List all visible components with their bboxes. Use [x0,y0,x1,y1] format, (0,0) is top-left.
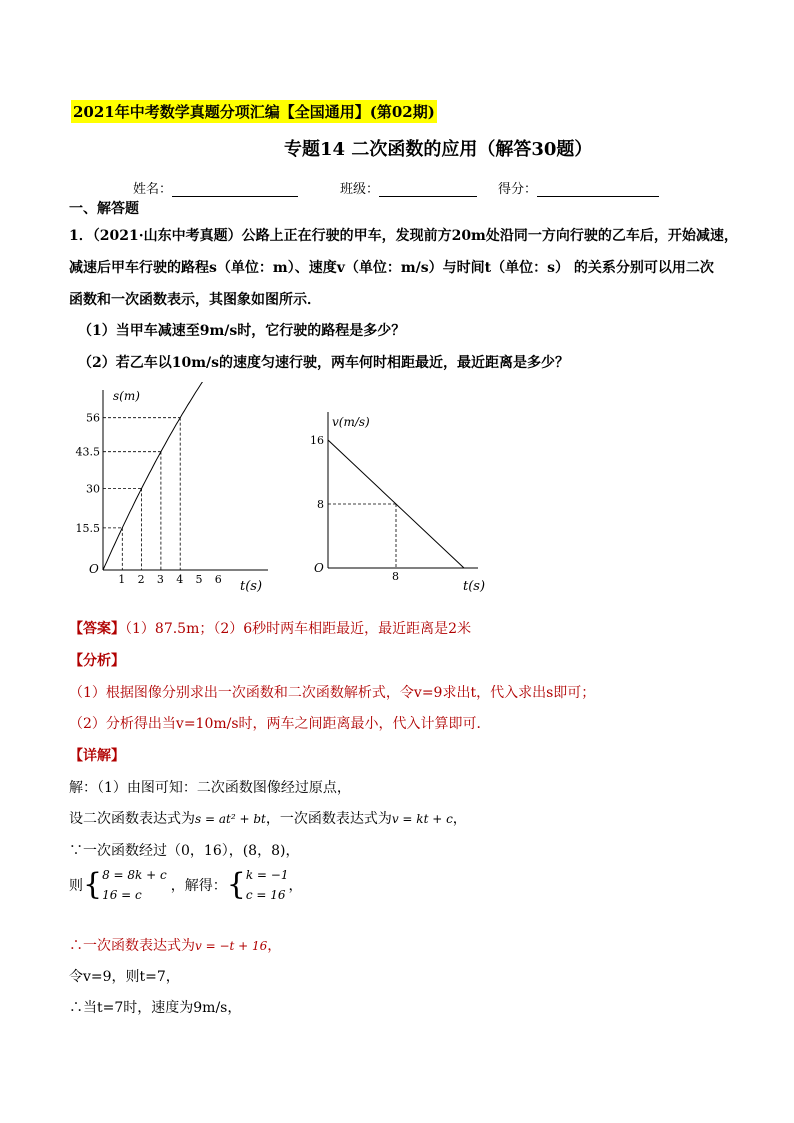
class-field [340,178,477,197]
detail-text: ， [267,938,282,954]
x-tick-label: 3 [156,573,164,586]
question-line-1: 1．（2021·山东中考真题）公路上正在行驶的甲车，发现前方20m处沿同一方向行驶的乙车后，开始减速， [69,228,738,244]
answer-tag: 【答案】 [69,621,125,637]
score-blank [537,182,659,197]
velocity-time-graph [298,400,498,597]
x-axis-label: t(s) [240,579,263,594]
section-heading: 一、解答题 [69,201,139,217]
question-part-1: （1）当甲车减速至9m/s时，它行驶的路程是多少？ [78,323,406,339]
page-title: 专题14 二次函数的应用（解答30题） [284,139,593,160]
x-tick-label: 6 [214,573,222,586]
origin-label: O [314,561,324,575]
answer-line [69,618,471,638]
detail-text: ， [452,811,467,827]
y-axis-label: s(m) [113,389,140,403]
equation-system [102,868,167,902]
name-blank [172,182,298,197]
detail-line-5 [69,935,281,955]
y-tick-label: 56 [86,411,100,425]
y-tick-label: 8 [317,498,324,511]
y-tick-label: 15.5 [75,521,100,535]
equation-2: 16 = c [102,888,142,902]
detail-line-2 [69,808,467,828]
brace-icon: { [226,867,246,902]
distance-time-graph [68,382,283,597]
detail-line-7: ∴当t=7时，速度为9m/s， [69,1000,242,1016]
analysis-line-2: （2）分析得出当v=10m/s时，两车之间距离最小，代入计算即可． [69,716,491,732]
y-tick-label: 43.5 [75,445,100,459]
detail-line-4 [69,868,302,902]
detail-text: 则 [69,878,83,894]
detail-line-1: 解：（1）由图可知：二次函数图像经过原点， [69,780,351,796]
question-line-2: 减速后甲车行驶的路程s（单位：m）、速度v（单位：m/s）与时间t（单位：s） 的关系分别可以用二次 [69,260,714,276]
name-label: 姓名： [133,182,173,197]
x-tick-label: 8 [392,570,399,583]
x-tick-label: 5 [195,573,203,586]
detail-text: ， [288,878,303,894]
question-part-2: （2）若乙车以10m/s的速度匀速行驶，两车何时相距最近，最近距离是多少？ [78,355,570,371]
x-tick-label: 1 [118,573,126,586]
class-blank [379,182,477,197]
class-label: 班级： [340,182,380,197]
score-field [498,178,659,197]
x-axis-label: t(s) [463,579,486,594]
question-line-3: 函数和一次函数表示，其图象如图所示． [69,292,321,308]
equation-system-row [69,868,302,902]
solution-1: k = −1 [245,868,289,882]
linear-result-formula: v = −t + 16 [195,939,268,953]
detail-text: 设二次函数表达式为 [69,811,195,827]
brace-icon: { [83,867,103,902]
quadratic-formula: s = at² + bt [195,812,266,826]
solution-system [246,868,289,902]
analysis-tag: 【分析】 [69,653,125,669]
y-tick-label: 30 [86,482,100,496]
answer-text: （1）87.5m；（2）6秒时两车相距最近，最近距离是2米 [125,621,472,637]
distance-curve [103,382,217,570]
y-axis-label: v(m/s) [332,415,370,429]
name-field [133,178,298,197]
x-tick-label: 4 [176,573,184,586]
equation-1: 8 = 8k + c [102,868,167,882]
linear-formula: v = kt + c [391,812,453,826]
origin-label: O [89,562,99,576]
detail-tag: 【详解】 [69,748,125,764]
detail-line-6: 令v=9，则t=7， [69,969,180,985]
solution-2: c = 16 [245,888,286,902]
detail-text: ，一次函数表达式为 [265,811,392,827]
y-tick-label: 16 [310,434,324,447]
detail-line-3: ∵一次函数经过（0，16），(8，8)， [69,843,300,859]
x-tick-label: 2 [137,573,145,586]
analysis-line-1: （1）根据图像分别求出一次函数和二次函数解析式，令v=9求出t，代入求出s即可； [69,685,596,701]
score-label: 得分： [498,182,538,197]
detail-text: ∴一次函数表达式为 [69,938,195,954]
series-title: 2021年中考数学真题分项汇编【全国通用】(第02期) [71,100,437,123]
detail-text: ，解得： [170,878,227,894]
